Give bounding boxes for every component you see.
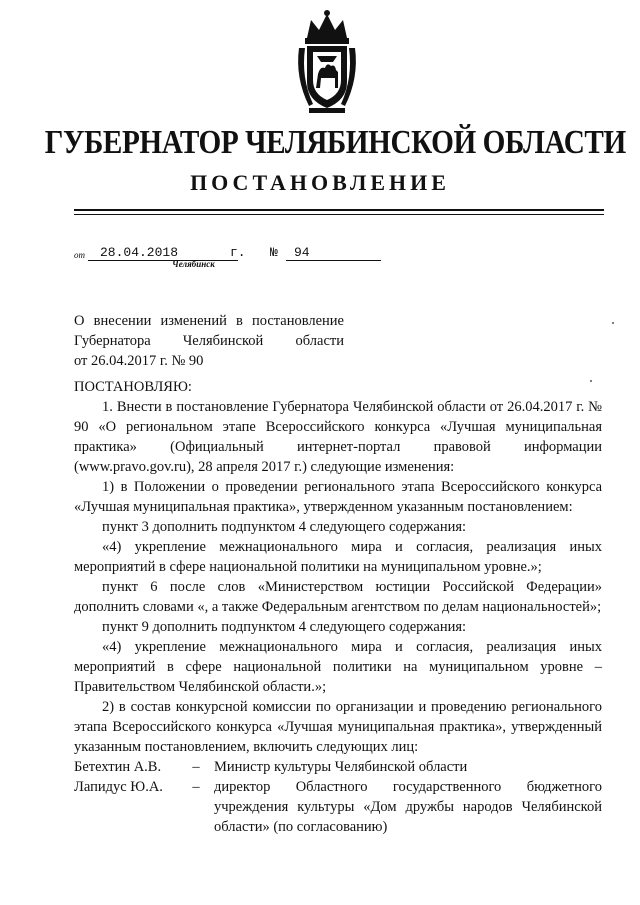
body-paragraph: 2) в состав конкурсной комиссии по организации и проведению регионального этапа Всероссийского конкурса «Лучшая муниципальная практика», утвержденный указанным постановлением, включить следующих лиц: — [74, 699, 602, 755]
document-body — [74, 377, 602, 837]
coat-of-arms-emblem — [293, 8, 361, 116]
date-prefix: от — [74, 250, 85, 260]
resolve-heading: ПОСТАНОВЛЯЮ: — [74, 379, 192, 395]
scan-speck — [612, 322, 614, 324]
body-paragraph: «4) укрепление межнационального мира и согласия, реализация иных мероприятий в сфере национальной политики на муниципальном уровне – Правительством Челябинской области.»; — [74, 639, 602, 695]
member-name: Лапидус Ю.А. — [74, 779, 163, 795]
body-paragraph: «4) укрепление межнационального мира и согласия, реализация иных мероприятий в сфере национальной политики на муниципальном уровне.»; — [74, 539, 602, 575]
document-subject — [74, 311, 344, 371]
number-underline — [286, 260, 381, 261]
document-date: 28.04.2018 — [100, 245, 179, 260]
body-paragraph: пункт 9 дополнить подпунктом 4 следующего содержания: — [102, 619, 467, 635]
body-paragraph: пункт 6 после слов «Министерством юстиции Российской Федерации» дополнить словами «, а также Федеральным агентством по делам национальностей»; — [74, 579, 602, 615]
city: Челябинск — [172, 259, 215, 269]
number-sign: № — [270, 245, 278, 260]
body-paragraph: 1. Внести в постановление Губернатора Челябинской области от 26.04.2017 г. № 90 «О региональном этапе Всероссийского конкурса «Лучшая муниципальная практика» (Официальный интернет-портал правовой информации (www.pravo.gov.ru), 28 апреля 2017 г.) следующие изменения: — [74, 399, 602, 475]
member-name: Бетехтин А.В. — [74, 759, 162, 775]
header-rule-thick — [74, 209, 604, 211]
member-role: директор Областного государственного бюджетного учреждения культуры «Дом дружбы народов Челябинской области» (по согласованию) — [214, 779, 602, 835]
header-rule-thin — [74, 214, 604, 215]
member-dash: – — [192, 759, 200, 775]
member-role: Министр культуры Челябинской области — [214, 759, 468, 775]
year-suffix: г. — [230, 245, 246, 260]
body-paragraph: 1) в Положении о проведении регионального этапа Всероссийского конкурса «Лучшая муниципальная практика», утвержденном указанным постановлением: — [74, 479, 602, 515]
commission-member — [74, 777, 602, 837]
governor-title: ГУБЕРНАТОР ЧЕЛЯБИНСКОЙ ОБЛАСТИ — [44, 124, 626, 161]
subject-line: О внесении изменений в постановление — [74, 313, 344, 329]
body-paragraph: пункт 3 дополнить подпунктом 4 следующего содержания: — [102, 519, 467, 535]
commission-member — [74, 757, 602, 777]
subject-line: от 26.04.2017 г. № 90 — [74, 353, 204, 369]
document-number: 94 — [294, 245, 310, 260]
document-type: ПОСТАНОВЛЕНИЕ — [190, 170, 450, 195]
member-dash: – — [192, 779, 200, 795]
date-underline — [88, 260, 238, 261]
subject-line: Губернатора Челябинской области — [74, 333, 344, 349]
